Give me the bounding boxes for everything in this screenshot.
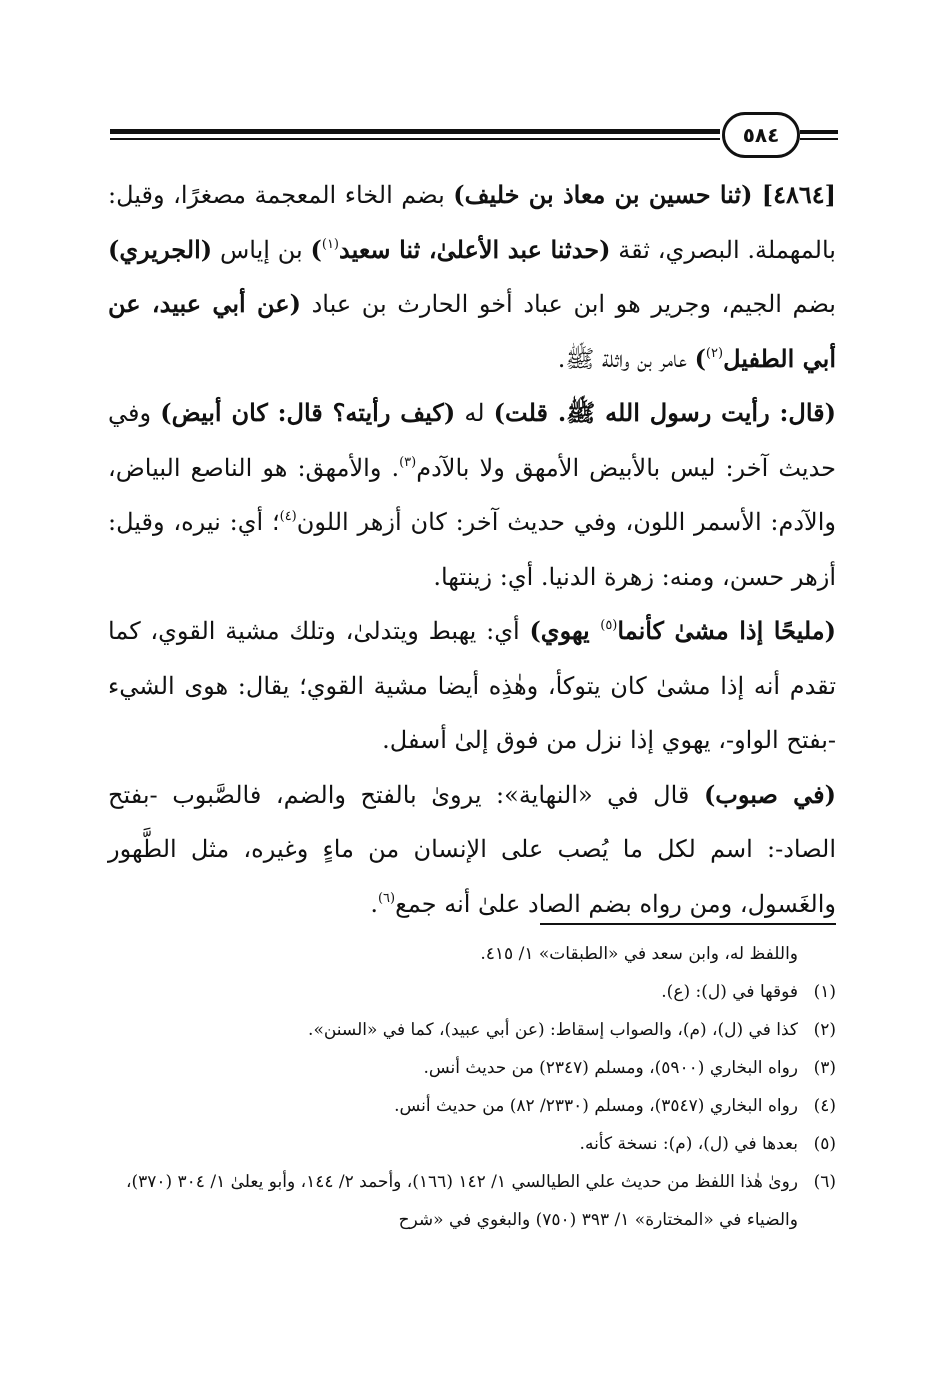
footnote-separator: [540, 923, 836, 925]
footnote-number: (١): [813, 982, 836, 1002]
footnote: [108, 1087, 836, 1125]
footnote: [108, 1125, 836, 1163]
footnote-marker: (٦): [377, 890, 396, 906]
text-run: عامر بن واثلة ﷺ.: [557, 344, 695, 373]
text-run: .: [370, 889, 378, 918]
paragraph: [108, 604, 836, 768]
footnote-number: (٤): [813, 1096, 836, 1116]
header-rule-thick: [110, 129, 720, 134]
footnote-marker: (٢): [705, 345, 724, 361]
footnote-marker: (٤): [279, 509, 297, 524]
footnote-marker: (٣): [399, 454, 417, 470]
header-rule-right-thin: [800, 138, 838, 140]
paragraph: [108, 768, 836, 932]
footnote: [108, 1163, 836, 1239]
bold-text: (كيف رأيته؟ قال: كان أبيض): [160, 398, 456, 427]
bold-text: (حدثنا عبد الأعلىٰ، ثنا سعيد: [339, 234, 611, 264]
text-run: ؛ أي: نيره، وقيل: أزهر حسن، ومنه: زهرة الدنيا. أي: زينتها.: [108, 508, 836, 591]
footnote-text: رواه البخاري (٣٥٤٧)، ومسلم (٢٣٣٠/ ٨٢) من حديث أنس.: [394, 1096, 798, 1116]
bold-text: ): [310, 234, 322, 264]
footnote-text: رواه البخاري (٥٩٠٠)، ومسلم (٢٣٤٧) من حديث أنس.: [423, 1058, 798, 1078]
footnote-number: (٦): [813, 1172, 836, 1192]
text-run: بضم الخاء المعجمة مصغرًا، وقيل: بالمهملة. البصري، ثقة: [108, 181, 836, 264]
footnote-text: كذا في (ل)، (م)، والصواب إسقاط: (عن أبي عبيد)، كما في «السنن».: [308, 1020, 798, 1040]
bold-text: (ثنا حسين بن معاذ بن خليف): [453, 180, 753, 209]
header-rule-right: [800, 130, 838, 134]
header-rule-thin: [110, 138, 720, 140]
bold-text: (الجريري): [108, 234, 213, 264]
page-number: ٥٨٤: [722, 112, 800, 158]
text-run: بضم الجيم، وجرير هو ابن عباد أخو الحارث بن عباد: [300, 290, 836, 318]
main-text: [108, 168, 836, 931]
paragraph: [108, 386, 836, 604]
footnote-number: (٢): [813, 1020, 836, 1040]
footnote: [108, 973, 836, 1011]
text-run: قال في «النهاية»: يروىٰ بالفتح والضم، فالصَّبوب -بفتح الصاد-: اسم لكل ما يُصب على الإنسان من ماءٍ وغيره، مثل الطَّهور والغَسول، ومن رواه بضم الصاد علىٰ أنه جمع: [108, 780, 836, 918]
footnote-number: (٥): [813, 1134, 836, 1154]
bold-text: [٤٨٦٤]: [752, 180, 836, 209]
text-run: بن إياس: [212, 235, 311, 264]
bold-text: (قال: رأيت رسول الله ﷺ. قلت): [493, 398, 836, 427]
bold-text: (في صبوب): [703, 779, 836, 809]
bold-text: يهوي): [529, 616, 601, 645]
page-header: [110, 110, 838, 158]
footnote-text: فوقها في (ل): (ع).: [661, 982, 798, 1002]
footnote-number: (٣): [813, 1058, 836, 1078]
footnote-text: روىٰ هٰذا اللفظ من حديث علي الطيالسي ١/ ١٤٢ (١٦٦)، وأحمد ٢/ ١٤٤، وأبو يعلىٰ ١/ ٣٠٤ (٣٧٠)، والضياء في «المختارة» ١/ ٣٩٣ (٧٥٠) والبغوي في «شرح: [125, 1172, 798, 1230]
text-run: . والأمهق: هو الناصع البياض، والآدم: الأسمر اللون، وفي حديث آخر: كان أزهر اللون: [108, 453, 837, 536]
paragraph: [108, 168, 836, 386]
bold-text: ): [694, 343, 706, 373]
bold-text: (مليحًا إذا مشىٰ كأنما: [617, 616, 837, 645]
footnote-list: [108, 973, 836, 1239]
footnote-marker: (١): [321, 236, 339, 252]
footnote-continuation: واللفظ له، وابن سعد في «الطبقات» ١/ ٤١٥.: [480, 944, 798, 964]
footnote: [108, 1011, 836, 1049]
text-run: له: [455, 399, 494, 427]
text-run: وفي حديث آخر: ليس بالأبيض الأمهق ولا بالآدم: [108, 399, 837, 482]
footnotes: [108, 935, 836, 1239]
footnote: [108, 1049, 836, 1087]
footnote-text: بعدها في (ل)، (م): نسخة كأنه.: [579, 1134, 798, 1154]
text-run: أي: يهبط ويتدلىٰ، وتلك مشية القوي، كما تقدم أنه إذا مشىٰ كان يتوكأ، وهٰذِه أيضا مشية القوي؛ يقال: هوى الشيء -بفتح الواو-، يهوي إذا نزل من فوق إلىٰ أسفل.: [108, 617, 836, 754]
bold-text: (عن أبي عبيد، عن أبي الطفيل: [108, 289, 836, 373]
footnote-marker: (٥): [600, 618, 618, 633]
